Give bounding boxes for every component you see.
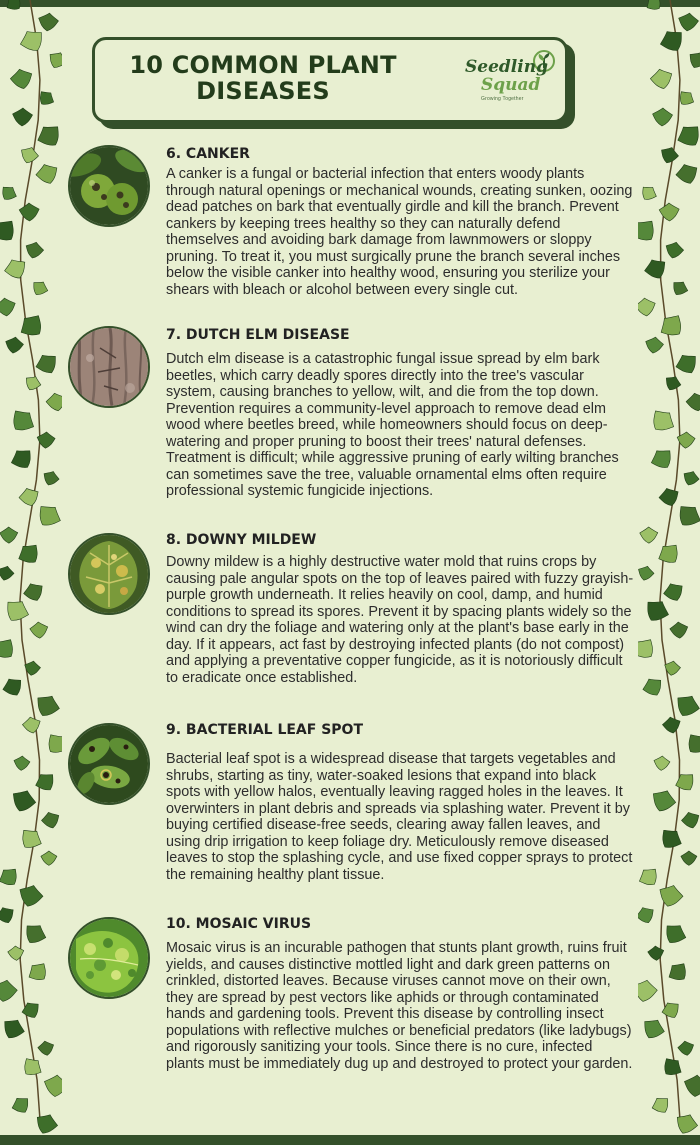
page-title: 10 COMMON PLANT DISEASES: [129, 51, 397, 105]
body-canker: A canker is a fungal or bacterial infection that enters woody plants through natural openings or mechanical wounds, creating sunken, oozing dead patches on bark that eventually girdle and kill the branch. Prevent cankers by keeping trees healthy so they can naturally defend themselves and avoiding bark damage from lawnmowers or sloppy pruning. To treat it, you must surgically prune the branch several inches below the visible canker into healthy wood, ensuring you sterilize your shears with bleach or alcohol between every single cut.: [166, 166, 633, 298]
mildew-leaf-photo-icon: [68, 533, 150, 615]
body-downy-mildew: Downy mildew is a highly destructive water mold that ruins crops by causing pale angular spots on the top of leaves paired with fuzzy grayish-purple growth underneath. It relies heavily on cool, damp, and humid conditions to spread its spores. Prevent it by spacing plants widely so the wind can dry the foliage and watering only at the plant's base early in the day. If it appears, act fast by destroying infected plants (do not compost) and applying a preventative copper fungicide, as it is notoriously difficult to eradicate once established.: [166, 554, 634, 686]
bottom-border: [0, 1135, 700, 1145]
seedling-squad-logo: [457, 49, 557, 105]
logo-text-seedling: Seedling: [465, 57, 548, 77]
elm-bark-photo-icon: [68, 326, 150, 408]
heading-mosaic-virus: 10. MOSAIC VIRUS: [166, 916, 312, 932]
body-mosaic-virus: Mosaic virus is an incurable pathogen that stunts plant growth, ruins fruit yields, and causes distinctive mottled light and dark green patterns on crinkled, distorted leaves. Because viruses cannot move on their own, they are spread by pest vectors like aphids or through contaminated hands and gardening tools. Prevent this disease by controlling insect populations with reflective mulches or beneficial predators (like ladybugs) and rigorously sanitizing your tools. Since there is no cure, infected plants must be immediately dug up and destroyed to protect your garden.: [166, 940, 633, 1072]
header-card: [92, 37, 568, 123]
heading-dutch-elm-disease: 7. DUTCH ELM DISEASE: [166, 327, 350, 343]
heading-bacterial-leaf-spot: 9. BACTERIAL LEAF SPOT: [166, 722, 363, 738]
body-bacterial-leaf-spot: Bacterial leaf spot is a widespread disease that targets vegetables and shrubs, starting as tiny, water-soaked lesions that expand into black spots with yellow halos, eventually leaving ragged holes in the leaves. It overwinters in plant debris and spreads via splashing water. Prevent it by buying certified disease-free seeds, clearing away fallen leaves, and using drip irrigation to keep foliage dry. Meticulously remove diseased leaves to stop the splashing cycle, and use fixed copper sprays to protect the remaining healthy plant tissue.: [166, 751, 633, 883]
green-fruit-canker-photo-icon: [68, 145, 150, 227]
top-border: [0, 0, 700, 7]
right-ivy-border: [638, 0, 700, 1145]
heading-downy-mildew: 8. DOWNY MILDEW: [166, 532, 317, 548]
mosaic-leaf-photo-icon: [68, 917, 150, 999]
left-ivy-border: [0, 0, 62, 1145]
leaf-spot-photo-icon: [68, 723, 150, 805]
body-dutch-elm-disease: Dutch elm disease is a catastrophic fungal issue spread by elm bark beetles, which carry deadly spores directly into the tree's vascular system, causing branches to yellow, wilt, and die from the top down. Prevention requires a community-level approach to remove dead elm wood where beetles breed, while homeowners should focus on deep-watering and proper pruning to boost their trees' natural defenses. Treatment is difficult; while aggressive pruning of early wilting branches can sometimes save the tree, valuable ornamental elms often require professional systemic fungicide injections.: [166, 351, 619, 499]
heading-canker: 6. CANKER: [166, 146, 250, 162]
logo-text-squad: Squad: [481, 75, 541, 95]
logo-tagline: Growing Together: [481, 96, 524, 102]
